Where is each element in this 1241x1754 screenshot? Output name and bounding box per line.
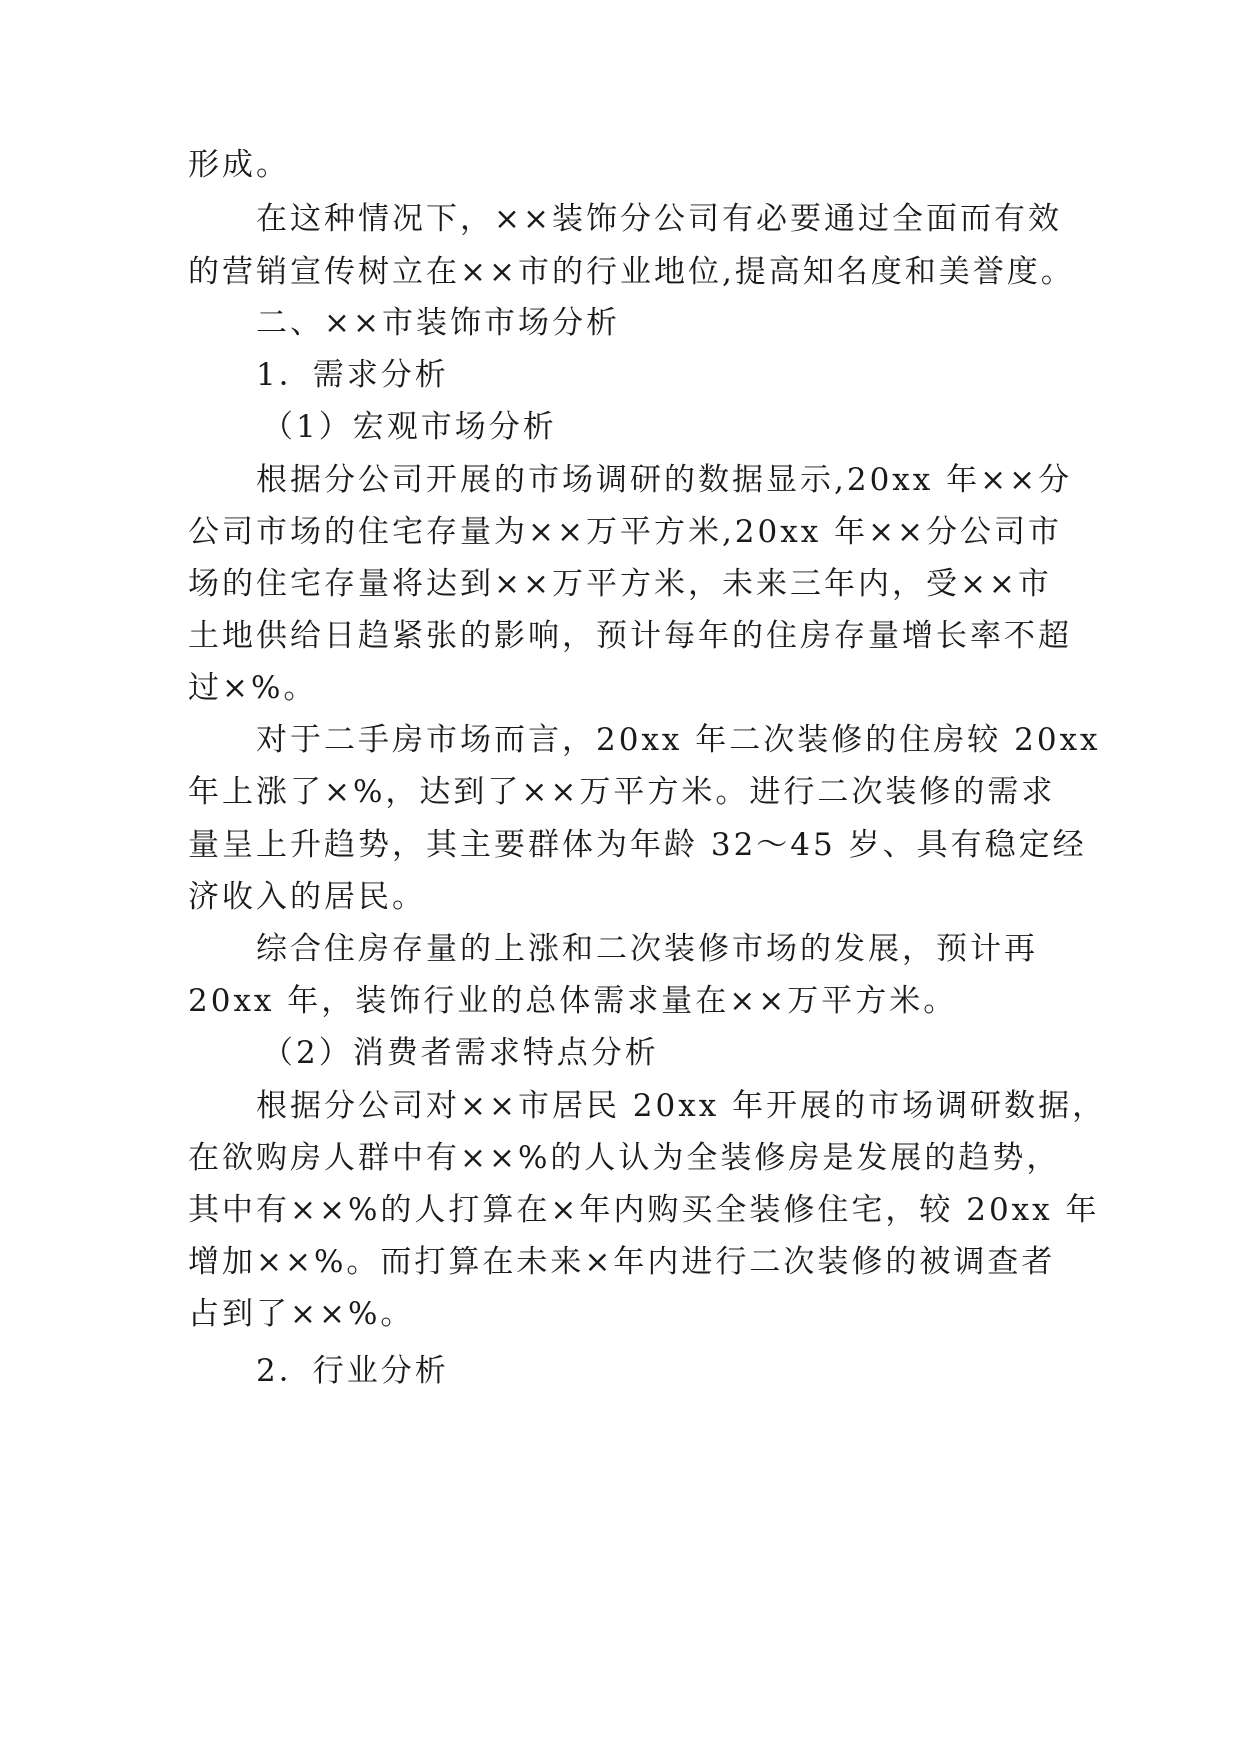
text-line: 增加××%。而打算在未来×年内进行二次装修的被调查者 xyxy=(188,1244,1056,1280)
text-line: 其中有××%的人打算在×年内购买全装修住宅，较 20xx 年 xyxy=(188,1192,1100,1228)
paragraph-line: 在这种情况下，××装饰分公司有必要通过全面而有效 xyxy=(256,201,1062,237)
text-line: 场的住宅存量将达到××万平方米，未来三年内，受××市 xyxy=(188,566,1052,602)
text-line: 年上涨了×%，达到了××万平方米。进行二次装修的需求 xyxy=(188,774,1056,810)
text-line: 量呈上升趋势，其主要群体为年龄 32～45 岁、具有稳定经 xyxy=(188,827,1087,863)
subsubsection-heading: （2）消费者需求特点分析 xyxy=(262,1035,659,1071)
paragraph-line: 根据分公司对××市居民 20xx 年开展的市场调研数据， xyxy=(256,1088,1107,1124)
text-line: 20xx 年，装饰行业的总体需求量在××万平方米。 xyxy=(188,983,958,1019)
section-heading: 二、××市装饰市场分析 xyxy=(256,305,620,341)
text-line: 公司市场的住宅存量为××万平方米,20xx 年××分公司市 xyxy=(188,514,1063,550)
text-line: 占到了××%。 xyxy=(188,1296,415,1332)
paragraph-line: 根据分公司开展的市场调研的数据显示,20xx 年××分 xyxy=(256,462,1073,498)
text-line: 形成。 xyxy=(188,147,290,183)
paragraph-line: 对于二手房市场而言，20xx 年二次装修的住房较 20xx xyxy=(256,722,1101,758)
text-line: 济收入的居民。 xyxy=(188,879,426,915)
text-line: 在欲购房人群中有××%的人认为全装修房是发展的趋势， xyxy=(188,1140,1061,1176)
subsubsection-heading: （1）宏观市场分析 xyxy=(262,409,557,445)
subsection-heading: 1．需求分析 xyxy=(256,357,449,393)
text-line: 土地供给日趋紧张的影响，预计每年的住房存量增长率不超 xyxy=(188,618,1072,654)
text-line: 过×%。 xyxy=(188,670,318,706)
paragraph-line: 综合住房存量的上涨和二次装修市场的发展，预计再 xyxy=(256,931,1038,967)
text-line: 的营销宣传树立在××市的行业地位,提高知名度和美誉度。 xyxy=(188,254,1075,290)
subsection-heading: 2．行业分析 xyxy=(256,1353,449,1389)
